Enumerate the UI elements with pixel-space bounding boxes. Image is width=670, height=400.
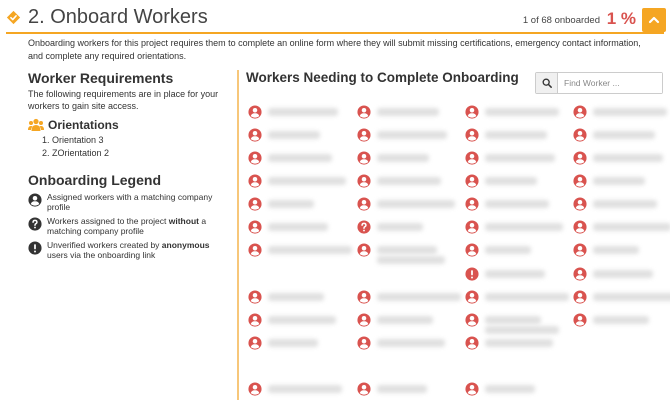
worker-name-redacted <box>593 154 663 162</box>
chevron-up-icon <box>647 13 661 27</box>
worker-name-redacted <box>377 246 437 254</box>
header-divider <box>6 32 664 34</box>
worker-name-redacted <box>485 293 569 301</box>
worker-item[interactable] <box>248 128 348 144</box>
user-circle-icon <box>28 193 42 207</box>
worker-item[interactable] <box>465 243 565 259</box>
worker-item[interactable] <box>465 105 565 121</box>
user-circle-icon <box>357 382 371 396</box>
worker-item[interactable] <box>357 290 457 306</box>
worker-item[interactable] <box>465 197 565 213</box>
find-worker-input[interactable] <box>558 73 662 93</box>
worker-name-redacted <box>593 293 670 301</box>
worker-item[interactable] <box>573 267 670 283</box>
worker-item[interactable] <box>465 290 565 306</box>
page-title: 2. Onboard Workers <box>28 6 208 28</box>
worker-item[interactable] <box>465 336 565 352</box>
legend-text: Assigned workers with a matching company profile <box>47 192 213 212</box>
worker-name-redacted <box>593 177 645 185</box>
worker-name-redacted <box>377 385 427 393</box>
user-circle-icon <box>357 336 371 350</box>
onboarding-legend-title: Onboarding Legend <box>28 172 161 188</box>
user-circle-icon <box>248 243 262 257</box>
worker-item[interactable] <box>248 243 348 259</box>
worker-item[interactable] <box>248 220 348 236</box>
onboarded-percent: 1 % <box>606 9 636 28</box>
user-circle-icon <box>573 151 587 165</box>
user-circle-icon <box>357 128 371 142</box>
user-circle-icon <box>248 105 262 119</box>
search-addon <box>536 73 558 93</box>
user-circle-icon <box>357 174 371 188</box>
worker-item[interactable] <box>357 313 457 329</box>
left-panel <box>28 70 228 260</box>
worker-name-redacted <box>377 108 439 116</box>
worker-name-redacted <box>485 316 541 324</box>
worker-item[interactable] <box>465 267 565 283</box>
user-circle-icon <box>248 128 262 142</box>
worker-item[interactable] <box>248 151 348 167</box>
worker-name-redacted <box>485 223 563 231</box>
orientations-title: Orientations <box>48 118 119 132</box>
user-circle-icon <box>465 336 479 350</box>
worker-item[interactable] <box>357 243 457 259</box>
worker-item[interactable] <box>248 290 348 306</box>
user-circle-icon <box>573 243 587 257</box>
legend-item-unmatched <box>28 216 228 236</box>
worker-item[interactable] <box>248 105 348 121</box>
worker-item[interactable] <box>465 151 565 167</box>
user-circle-icon <box>573 174 587 188</box>
question-circle-icon <box>357 220 371 234</box>
diamond-check-icon <box>6 10 21 25</box>
user-circle-icon <box>465 174 479 188</box>
legend-text: Workers assigned to the project without a matching company profile <box>47 216 207 236</box>
worker-item[interactable] <box>465 220 565 236</box>
worker-name-redacted <box>268 177 346 185</box>
worker-item[interactable] <box>465 382 565 398</box>
onboarding-description: Onboarding workers for this project requires them to complete an online form where they will submit missing certifications, emergency contact information, and complete any required orientations. <box>28 38 641 61</box>
worker-item[interactable] <box>248 382 348 398</box>
worker-name-redacted <box>268 131 320 139</box>
column-divider <box>237 70 239 400</box>
worker-requirements-title: Worker Requirements <box>28 70 174 86</box>
user-circle-icon <box>573 128 587 142</box>
worker-item[interactable] <box>573 313 670 329</box>
worker-item[interactable] <box>357 336 457 352</box>
user-circle-icon <box>465 382 479 396</box>
worker-name-redacted <box>377 223 423 231</box>
user-circle-icon <box>465 197 479 211</box>
user-circle-icon <box>357 313 371 327</box>
user-circle-icon <box>248 290 262 304</box>
collapse-button[interactable] <box>642 8 666 32</box>
worker-item[interactable] <box>357 105 457 121</box>
worker-name-redacted <box>593 200 657 208</box>
worker-name-redacted <box>268 154 332 162</box>
worker-name-redacted <box>485 385 535 393</box>
onboarded-count: 1 of 68 onboarded <box>522 15 600 26</box>
workers-section-title: Workers Needing to Complete Onboarding <box>246 70 519 85</box>
page-header <box>0 0 670 34</box>
worker-name-redacted <box>377 200 455 208</box>
worker-item[interactable] <box>573 243 670 259</box>
user-circle-icon <box>573 197 587 211</box>
worker-item[interactable] <box>248 174 348 190</box>
worker-name-redacted <box>268 223 328 231</box>
exclamation-circle-icon <box>28 241 42 255</box>
worker-name-redacted <box>485 246 531 254</box>
orientation-item: 1. Orientation 3 <box>42 135 104 145</box>
orientations-list <box>42 134 109 160</box>
user-circle-icon <box>248 336 262 350</box>
worker-item[interactable] <box>573 128 670 144</box>
worker-name-redacted <box>485 177 537 185</box>
worker-name-redacted <box>377 339 445 347</box>
user-circle-icon <box>465 243 479 257</box>
users-group-icon <box>28 118 44 132</box>
user-circle-icon <box>248 313 262 327</box>
orientation-item: 2. ZOrientation 2 <box>42 148 110 158</box>
worker-name-redacted <box>268 108 338 116</box>
worker-name-redacted <box>268 339 318 347</box>
worker-name-redacted <box>377 316 433 324</box>
worker-item[interactable] <box>357 197 457 213</box>
worker-name-redacted <box>268 385 342 393</box>
user-circle-icon <box>465 313 479 327</box>
search-icon <box>542 78 552 88</box>
worker-name-redacted <box>377 256 445 264</box>
worker-name-redacted <box>593 316 649 324</box>
worker-name-redacted <box>485 270 545 278</box>
worker-item[interactable] <box>357 128 457 144</box>
user-circle-icon <box>465 105 479 119</box>
worker-item[interactable] <box>357 220 457 236</box>
user-circle-icon <box>248 174 262 188</box>
worker-name-redacted <box>377 293 461 301</box>
question-circle-icon <box>28 217 42 231</box>
worker-item[interactable] <box>248 197 348 213</box>
worker-item[interactable] <box>465 128 565 144</box>
worker-item[interactable] <box>357 382 457 398</box>
worker-name-redacted <box>377 177 441 185</box>
worker-name-redacted <box>485 131 547 139</box>
worker-item[interactable] <box>357 174 457 190</box>
user-circle-icon <box>248 220 262 234</box>
worker-item[interactable] <box>248 336 348 352</box>
worker-item[interactable] <box>248 313 348 329</box>
worker-item[interactable] <box>573 290 670 306</box>
worker-name-redacted <box>268 246 352 254</box>
worker-name-redacted <box>377 154 429 162</box>
worker-name-redacted <box>593 223 670 231</box>
user-circle-icon <box>357 151 371 165</box>
orientations-header <box>28 118 119 132</box>
user-circle-icon <box>573 267 587 281</box>
worker-name-redacted <box>485 108 559 116</box>
worker-item[interactable] <box>573 220 670 236</box>
exclamation-circle-icon <box>465 267 479 281</box>
worker-item[interactable] <box>357 151 457 167</box>
user-circle-icon <box>573 105 587 119</box>
user-circle-icon <box>465 220 479 234</box>
worker-item[interactable] <box>465 174 565 190</box>
worker-search <box>535 72 663 94</box>
worker-name-redacted <box>593 108 667 116</box>
worker-item[interactable] <box>465 313 565 329</box>
worker-name-redacted <box>593 131 655 139</box>
user-circle-icon <box>357 197 371 211</box>
worker-name-redacted <box>268 316 336 324</box>
worker-item[interactable] <box>573 105 670 121</box>
user-circle-icon <box>465 151 479 165</box>
user-circle-icon <box>465 290 479 304</box>
user-circle-icon <box>248 382 262 396</box>
legend-text: Unverified workers created by anonymous users via the onboarding link <box>47 240 210 260</box>
worker-name-redacted <box>485 326 559 334</box>
legend-item-unverified <box>28 240 228 260</box>
user-circle-icon <box>357 105 371 119</box>
worker-item[interactable] <box>573 174 670 190</box>
user-circle-icon <box>248 151 262 165</box>
user-circle-icon <box>248 197 262 211</box>
worker-item[interactable] <box>573 197 670 213</box>
user-circle-icon <box>357 243 371 257</box>
worker-name-redacted <box>485 200 549 208</box>
user-circle-icon <box>465 128 479 142</box>
worker-name-redacted <box>485 154 555 162</box>
user-circle-icon <box>573 220 587 234</box>
user-circle-icon <box>573 290 587 304</box>
worker-name-redacted <box>268 293 324 301</box>
worker-name-redacted <box>268 200 314 208</box>
user-circle-icon <box>357 290 371 304</box>
worker-name-redacted <box>593 246 639 254</box>
worker-name-redacted <box>377 131 447 139</box>
user-circle-icon <box>573 313 587 327</box>
worker-item[interactable] <box>573 151 670 167</box>
worker-name-redacted <box>485 339 553 347</box>
legend-item-assigned <box>28 192 228 212</box>
worker-name-redacted <box>593 270 653 278</box>
worker-requirements-text: The following requirements are in place for your workers to gain site access. <box>28 89 219 111</box>
